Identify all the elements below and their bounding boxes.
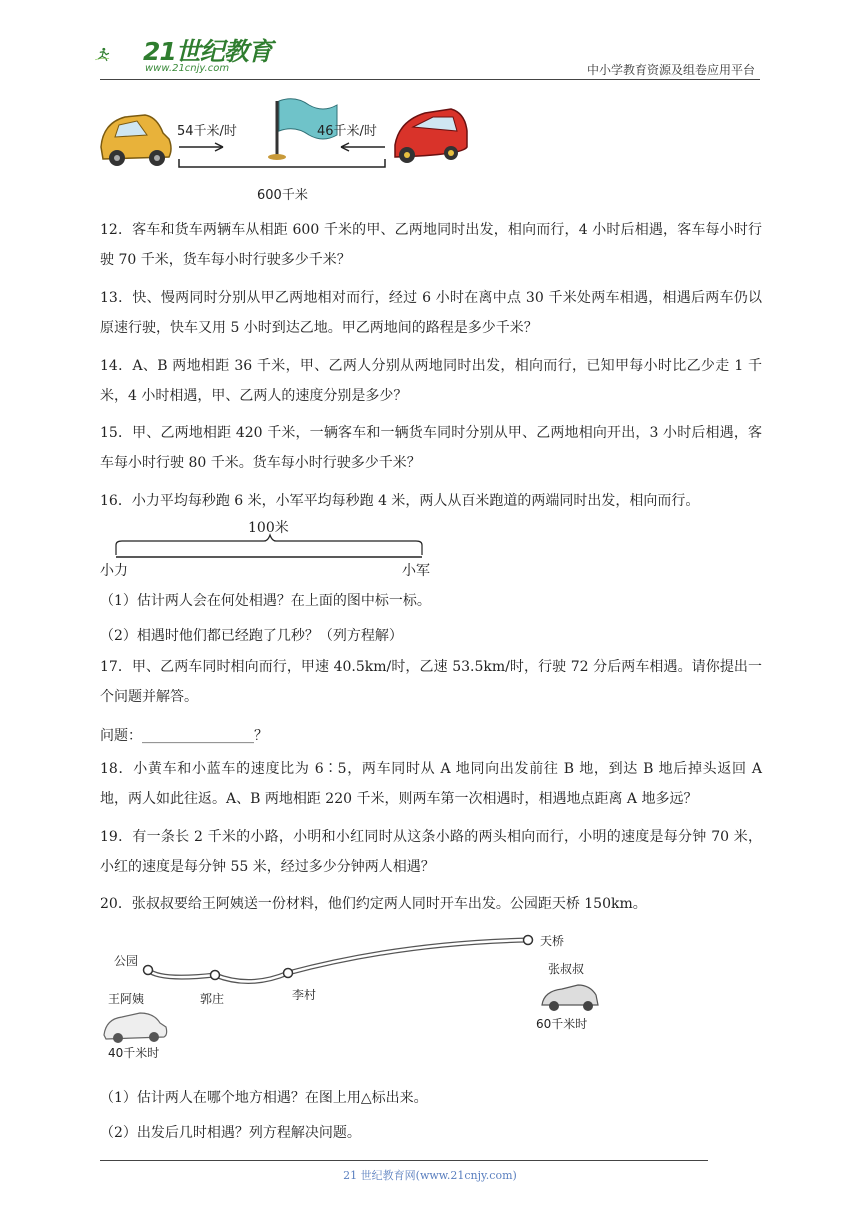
yellow-car-icon <box>101 115 171 166</box>
question-19: 19．有一条长 2 千米的小路，小明和小红同时从这条小路的两头相向而行，小明的速度是每分钟 70 米，小红的速度是每分钟 55 米，经过多少分钟两人相遇？ <box>100 829 762 875</box>
route-map-figure <box>100 925 620 1065</box>
wang-label: 王阿姨 <box>108 992 145 1006</box>
question-13: 13．快、慢两同时分别从甲乙两地相对而行，经过 6 小时在离中点 30 千米处两车相遇，相遇后两车仍以原速行驶，快车又用 5 小时到达乙地。甲乙两地间的路程是多少千米？ <box>100 290 762 336</box>
question-12: 12．客车和货车两辆车从相距 600 千米的甲、乙两地同时出发，相向而行，4 小时后相遇，客车每小时行驶 70 千米，货车每小时行驶多少千米？ <box>100 222 762 268</box>
question-14: 14．A、B 两地相距 36 千米，甲、乙两人分别从两地同时出发，相向而行，已知甲每小时比乙少走 1 千米，4 小时相遇，甲、乙两人的速度分别是多少？ <box>100 358 762 404</box>
footer-divider <box>100 1160 708 1161</box>
track-length-label: 100米 <box>248 520 289 536</box>
zhang-speed-label: 60千米时 <box>536 1017 588 1031</box>
question-16-sub-2: （2）相遇时他们都已经跑了几秒？（列方程解） <box>100 628 403 644</box>
guozhuang-label: 郭庄 <box>200 992 225 1006</box>
park-label: 公园 <box>114 954 139 968</box>
question-15: 15．甲、乙两地相距 420 千米，一辆客车和一辆货车同时分别从甲、乙两地相向开出，3 小时后相遇，客车每小时行驶 80 千米。货车每小时行驶多少千米？ <box>100 425 762 471</box>
question-18: 18．小黄车和小蓝车的速度比为 6∶5，两车同时从 A 地同向出发前往 B 地，到达 B 地后掉头返回 A 地，两人如此往返。A、B 两地相距 220 千米，则两车第一次相遇时，相遇地点距离 A 地多远？ <box>100 761 762 807</box>
xiaoli-label: 小力 <box>100 563 128 579</box>
zhang-label: 张叔叔 <box>548 962 585 976</box>
question-17-prompt: 问题：________________？ <box>100 728 268 744</box>
licun-label: 李村 <box>292 988 317 1002</box>
question-16-sub-1: （1）估计两人会在何处相遇？在上面的图中标一标。 <box>100 593 431 609</box>
right-speed-label: 46千米/时 <box>317 124 377 139</box>
distance-label: 600千米 <box>257 188 308 203</box>
logo-text: 21世纪教育 <box>143 37 272 66</box>
question-20: 20．张叔叔要给王阿姨送一份材料，他们约定两人同时开车出发。公园距天桥 150km。 <box>100 896 647 912</box>
wang-speed-label: 40千米时 <box>108 1046 160 1060</box>
road-inner <box>148 940 528 982</box>
question-20-sub-2: （2）出发后几时相遇？列方程解决问题。 <box>100 1125 361 1141</box>
cars-meeting-figure <box>95 95 475 210</box>
answer-blank[interactable]: ________________ <box>142 728 254 744</box>
footer-link[interactable]: 21 世纪教育网(www.21cnjy.com) <box>343 1169 517 1182</box>
question-16: 16．小力平均每秒跑 6 米，小军平均每秒跑 4 米，两人从百米跑道的两端同时出发，相向而行。 <box>100 493 700 509</box>
zhang-car-icon <box>542 985 598 1011</box>
red-car-icon <box>395 109 467 163</box>
wang-car-icon <box>104 1013 167 1043</box>
guozhuang-point <box>211 971 220 980</box>
xiaojun-label: 小军 <box>402 563 430 579</box>
bridge-label: 天桥 <box>540 934 565 948</box>
park-point <box>144 966 153 975</box>
page-header <box>0 0 860 90</box>
question-20-sub-1: （1）估计两人在哪个地方相遇？在图上用△标出来。 <box>100 1090 428 1106</box>
logo-url: www.21cnjy.com <box>145 63 230 74</box>
bridge-point <box>524 936 533 945</box>
header-divider <box>100 79 760 80</box>
licun-point <box>284 969 293 978</box>
platform-name: 中小学教育资源及组卷应用平台 <box>586 63 755 77</box>
track-brace <box>116 535 422 555</box>
question-17: 17．甲、乙两车同时相向而行，甲速 40.5km/时，乙速 53.5km/时，行驶 72 分后两车相遇。请你提出一个问题并解答。 <box>100 659 762 705</box>
distance-bracket <box>179 159 385 167</box>
track-figure <box>100 515 440 580</box>
logo-runner-icon <box>95 30 145 78</box>
left-speed-label: 54千米/时 <box>177 124 237 139</box>
